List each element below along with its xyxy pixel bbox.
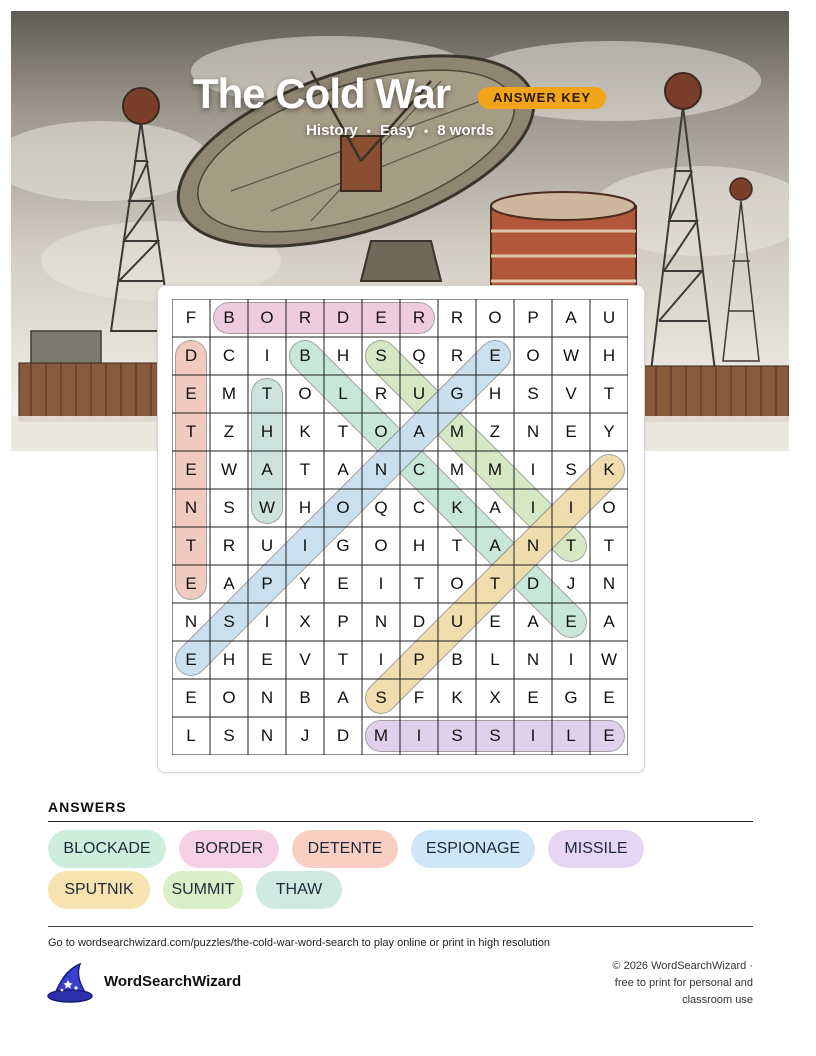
grid-cell[interactable]: O [602, 498, 616, 517]
grid-cell[interactable]: I [416, 726, 422, 745]
grid-cell[interactable]: W [220, 460, 238, 479]
grid-cell[interactable]: R [412, 308, 426, 327]
category-label: History [306, 122, 358, 139]
grid-cell[interactable]: N [374, 612, 388, 631]
grid-cell[interactable]: M [449, 460, 465, 479]
grid-cell[interactable]: E [185, 688, 197, 707]
grid-cell[interactable]: N [184, 498, 198, 517]
grid-cell[interactable]: L [490, 650, 500, 669]
grid-cell[interactable]: A [527, 612, 539, 631]
grid-cell[interactable]: T [337, 422, 349, 441]
grid-cell[interactable]: T [489, 574, 501, 593]
grid-cell[interactable]: R [222, 536, 236, 555]
grid-cell[interactable]: I [378, 574, 384, 593]
grid-cell[interactable]: N [260, 688, 274, 707]
grid-cell[interactable]: N [184, 612, 198, 631]
grid-cell[interactable]: E [565, 612, 577, 631]
grid-cell[interactable]: N [602, 574, 616, 593]
grid-cell[interactable]: I [568, 498, 574, 517]
grid-cell[interactable]: Q [412, 346, 426, 365]
grid-cell[interactable]: W [258, 498, 276, 517]
grid-cell[interactable]: H [488, 384, 502, 403]
grid-cell[interactable]: S [223, 726, 235, 745]
grid-cell[interactable]: W [562, 346, 580, 365]
grid-cell[interactable]: A [413, 422, 425, 441]
grid-cell[interactable]: E [603, 688, 615, 707]
grid-cell[interactable]: E [489, 346, 501, 365]
grid-cell[interactable]: E [185, 650, 197, 669]
grid-cell[interactable]: G [450, 384, 464, 403]
grid-cell[interactable]: U [260, 536, 274, 555]
grid-cell[interactable]: A [489, 498, 501, 517]
grid-cell[interactable]: G [564, 688, 578, 707]
grid-cell[interactable]: M [373, 726, 389, 745]
grid-cell[interactable]: O [374, 422, 388, 441]
grid-cell[interactable]: F [185, 308, 197, 327]
copyright-notice [553, 958, 753, 1009]
grid-cell[interactable]: E [489, 612, 501, 631]
grid-cell[interactable]: T [565, 536, 577, 555]
grid-cell[interactable]: H [412, 536, 426, 555]
grid-cell[interactable]: L [566, 726, 576, 745]
grid-cell[interactable]: L [186, 726, 196, 745]
answer-pill-missile: MISSILE [548, 830, 644, 868]
grid-cell[interactable]: N [260, 726, 274, 745]
grid-cell[interactable]: F [413, 688, 425, 707]
grid-cell[interactable]: K [451, 688, 463, 707]
grid-cell[interactable]: N [526, 536, 540, 555]
grid-cell[interactable]: T [261, 384, 273, 403]
grid-cell[interactable]: U [412, 384, 426, 403]
grid-cell[interactable]: G [336, 536, 350, 555]
answers-heading: ANSWERS [48, 799, 127, 815]
grid-cell[interactable]: W [600, 650, 618, 669]
grid-cell[interactable]: R [450, 308, 464, 327]
grid-cell[interactable]: A [223, 574, 235, 593]
difficulty-label: Easy [379, 122, 416, 139]
grid-cell[interactable]: D [336, 726, 350, 745]
grid-cell[interactable]: X [489, 688, 501, 707]
grid-cell[interactable]: K [299, 422, 311, 441]
grid-cell[interactable]: E [185, 574, 197, 593]
grid-cell[interactable]: T [603, 536, 615, 555]
grid-cell[interactable]: P [261, 574, 273, 593]
grid-cell[interactable]: D [184, 346, 198, 365]
grid-cell[interactable]: T [185, 536, 197, 555]
grid-cell[interactable]: C [412, 460, 426, 479]
copyright-line: classroom use [682, 994, 753, 1006]
grid-cell[interactable]: I [530, 498, 536, 517]
grid-cell[interactable]: R [298, 308, 312, 327]
grid-cell[interactable]: L [338, 384, 348, 403]
grid-cell[interactable]: A [603, 612, 615, 631]
grid-cell[interactable]: I [264, 612, 270, 631]
grid-cell[interactable]: E [527, 688, 539, 707]
grid-cell[interactable]: S [451, 726, 463, 745]
grid-cell[interactable]: S [223, 612, 235, 631]
answer-pill-summit: SUMMIT [163, 871, 243, 909]
grid-cell[interactable]: D [526, 574, 540, 593]
grid-cell[interactable]: M [221, 384, 237, 403]
grid-cell[interactable]: S [527, 384, 539, 403]
grid-cell[interactable]: N [374, 460, 388, 479]
answer-pill-border: BORDER [179, 830, 279, 868]
grid-cell[interactable]: H [222, 650, 236, 669]
grid-cell[interactable]: H [602, 346, 616, 365]
grid-cell[interactable]: B [223, 308, 235, 327]
separator-dot: • [424, 124, 429, 138]
page-title: The Cold War [193, 70, 451, 117]
grid-cell[interactable]: Z [223, 422, 235, 441]
grid-cell[interactable]: A [337, 460, 349, 479]
grid-cell[interactable]: S [565, 460, 577, 479]
grid-cell[interactable]: I [530, 726, 536, 745]
grid-cell[interactable]: E [565, 422, 577, 441]
grid-cell[interactable]: T [603, 384, 615, 403]
grid-cell[interactable]: P [337, 612, 349, 631]
grid-cell[interactable]: I [530, 460, 536, 479]
grid-cell[interactable]: A [337, 688, 349, 707]
grid-cell[interactable]: O [298, 384, 312, 403]
grid-cell[interactable]: T [185, 422, 197, 441]
copyright-line: © 2026 WordSearchWizard · [612, 960, 753, 972]
grid-cell[interactable]: H [298, 498, 312, 517]
answer-pill-detente: DETENTE [292, 830, 398, 868]
grid-cell[interactable]: O [526, 346, 540, 365]
grid-cell[interactable]: Y [603, 422, 615, 441]
grid-cell[interactable]: E [603, 726, 615, 745]
footer-link-text: Go to wordsearchwizard.com/puzzles/the-cold-war-word-search to play online or print in high resolution [48, 937, 550, 949]
word-search-grid [172, 299, 628, 755]
grid-cell[interactable]: D [412, 612, 426, 631]
grid-cell[interactable]: B [299, 346, 311, 365]
grid-cell[interactable]: E [185, 460, 197, 479]
grid-cell[interactable]: K [451, 498, 463, 517]
grid-cell[interactable]: M [449, 422, 465, 441]
grid-cell[interactable]: O [260, 308, 274, 327]
grid-cell[interactable]: S [223, 498, 235, 517]
grid-cell[interactable]: O [374, 536, 388, 555]
answers-divider [48, 821, 753, 822]
grid-cell[interactable]: A [261, 460, 273, 479]
grid-cell[interactable]: M [487, 460, 503, 479]
grid-cell[interactable]: A [565, 308, 577, 327]
grid-cell[interactable]: N [526, 422, 540, 441]
grid-cell[interactable]: I [568, 650, 574, 669]
grid-cell[interactable]: B [299, 688, 311, 707]
footer-divider [48, 926, 753, 927]
grid-cell[interactable]: K [603, 460, 615, 479]
grid-cell[interactable]: P [413, 650, 425, 669]
grid-cell[interactable]: R [450, 346, 464, 365]
grid-cell[interactable]: E [375, 308, 387, 327]
grid-cell[interactable]: E [261, 650, 273, 669]
puzzle-meta [0, 122, 800, 139]
grid-cell[interactable]: C [222, 346, 236, 365]
wizard-hat-icon [46, 962, 94, 1004]
word-count-label: 8 words [437, 122, 494, 139]
grid-cell[interactable]: T [299, 460, 311, 479]
grid-cell[interactable]: P [527, 308, 539, 327]
brand-name: WordSearchWizard [104, 973, 242, 990]
grid-cell[interactable]: N [526, 650, 540, 669]
grid-cell[interactable]: E [185, 384, 197, 403]
separator-dot: • [366, 124, 371, 138]
grid-cell[interactable]: O [488, 308, 502, 327]
grid-cell[interactable]: E [337, 574, 349, 593]
grid-cell[interactable]: Z [489, 422, 501, 441]
grid-cell[interactable]: V [565, 384, 577, 403]
grid-cell[interactable]: T [337, 650, 349, 669]
grid-cell[interactable]: Y [299, 574, 311, 593]
grid-cell[interactable]: U [602, 308, 616, 327]
answer-pill-espionage: ESPIONAGE [411, 830, 535, 868]
grid-cell[interactable]: X [299, 612, 311, 631]
grid-cell[interactable]: S [375, 688, 387, 707]
grid-cell[interactable]: R [374, 384, 388, 403]
grid-cell[interactable]: J [300, 726, 310, 745]
answer-pill-thaw: THAW [256, 871, 342, 909]
grid-cell[interactable]: I [264, 346, 270, 365]
grid-cell[interactable]: O [336, 498, 350, 517]
grid-cell[interactable]: V [299, 650, 311, 669]
grid-cell[interactable]: I [302, 536, 308, 555]
grid-cell[interactable]: J [566, 574, 576, 593]
grid-cell[interactable]: O [450, 574, 464, 593]
grid-cell[interactable]: T [413, 574, 425, 593]
grid-cell[interactable]: I [378, 650, 384, 669]
grid-cell[interactable]: B [451, 650, 463, 669]
grid-cell[interactable]: T [451, 536, 463, 555]
grid-cell[interactable]: H [336, 346, 350, 365]
grid-cell[interactable]: U [450, 612, 464, 631]
grid-cell[interactable]: D [336, 308, 350, 327]
grid-cell[interactable]: A [489, 536, 501, 555]
grid-cell[interactable]: H [260, 422, 274, 441]
copyright-line: free to print for personal and [614, 977, 753, 989]
grid-cell[interactable]: S [375, 346, 387, 365]
grid-cell[interactable]: C [412, 498, 426, 517]
answer-key-badge: ANSWER KEY [478, 87, 606, 109]
grid-cell[interactable]: S [489, 726, 501, 745]
grid-cell[interactable]: Q [374, 498, 388, 517]
grid-cell[interactable]: O [222, 688, 236, 707]
answer-pill-sputnik: SPUTNIK [48, 871, 150, 909]
answer-pill-blockade: BLOCKADE [48, 830, 166, 868]
